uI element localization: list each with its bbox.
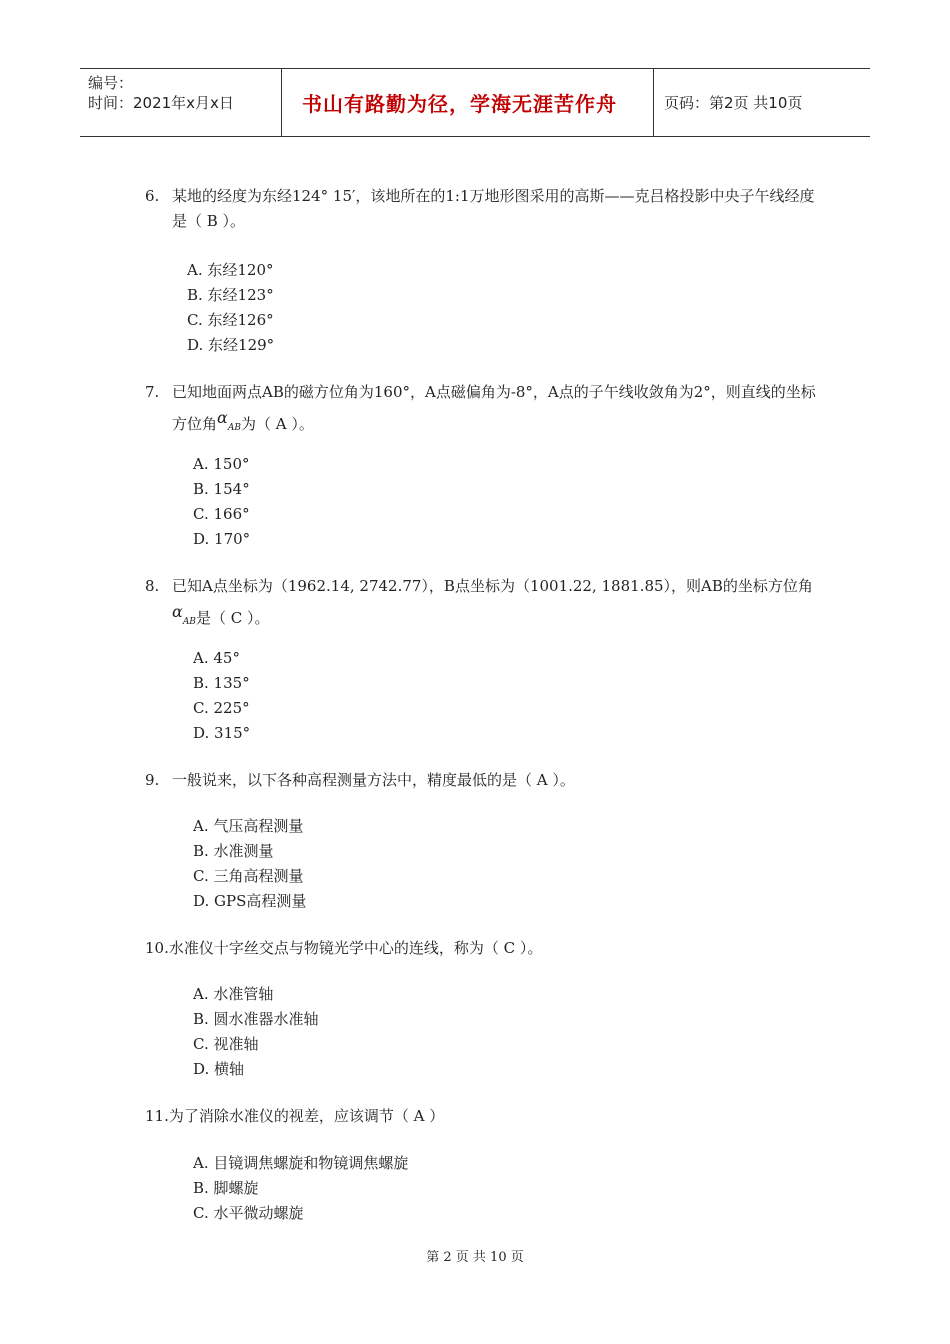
option-b: B. 水准测量 xyxy=(193,842,274,860)
option-c: C. 225° xyxy=(193,699,250,717)
header-page: 页码：第2页 共10页 xyxy=(664,94,803,112)
option-d: D. 170° xyxy=(193,530,251,548)
option-a: A. 150° xyxy=(193,455,250,473)
option-b: B. 东经123° xyxy=(187,286,274,304)
alpha-symbol: α xyxy=(217,408,228,427)
question-text: 已知地面两点AB的磁方位角为160°，A点磁偏角为-8°，A点的子午线收敛角为2°，则直线的坐标方位角αAB为（ A ）。 xyxy=(172,383,816,433)
option-b: B. 圆水准器水准轴 xyxy=(193,1010,319,1028)
option-a: A. 东经120° xyxy=(187,261,274,279)
option-a: A. 目镜调焦螺旋和物镜调焦螺旋 xyxy=(193,1154,409,1172)
option-c: C. 166° xyxy=(193,505,250,523)
option-b: B. 135° xyxy=(193,674,250,692)
option-d: D. GPS高程测量 xyxy=(193,892,307,910)
question-6 xyxy=(145,184,825,234)
question-11 xyxy=(145,1104,825,1129)
option-b: B. 154° xyxy=(193,480,250,498)
question-number: 8. xyxy=(145,577,160,595)
alpha-subscript: AB xyxy=(182,617,196,627)
question-text: 为了消除水准仪的视差，应该调节（ A ） xyxy=(168,1107,445,1125)
option-c: C. 东经126° xyxy=(187,311,274,329)
header-number: 编号： xyxy=(88,74,134,92)
header-info xyxy=(80,69,282,136)
question-10 xyxy=(145,936,825,961)
option-d: D. 东经129° xyxy=(187,336,275,354)
option-a: A. 45° xyxy=(193,649,240,667)
header-time: 时间：2021年x月x日 xyxy=(88,94,234,112)
option-c: C. 三角高程测量 xyxy=(193,867,304,885)
option-d: D. 横轴 xyxy=(193,1060,245,1078)
question-text: 某地的经度为东经124° 15′，该地所在的1:1万地形图采用的高斯——克吕格投影中央子午线经度是（ B ）。 xyxy=(172,187,815,230)
option-d: D. 315° xyxy=(193,724,251,742)
alpha-subscript: AB xyxy=(227,423,241,433)
header-motto: 书山有路勤为径，学海无涯苦作舟 xyxy=(282,69,654,136)
option-a: A. 水准管轴 xyxy=(193,985,274,1003)
question-number: 11. xyxy=(145,1107,169,1125)
question-7 xyxy=(145,380,825,441)
alpha-symbol: α xyxy=(172,602,183,621)
option-a: A. 气压高程测量 xyxy=(193,817,304,835)
question-number: 10. xyxy=(145,939,169,957)
question-number: 7. xyxy=(145,383,160,401)
option-c: C. 水平微动螺旋 xyxy=(193,1204,304,1222)
question-text: 已知A点坐标为（1962.14, 2742.77），B点坐标为（1001.22, 1881.85），则AB的坐标方位角αAB是（ C ）。 xyxy=(172,577,813,627)
option-b: B. 脚螺旋 xyxy=(193,1179,259,1197)
page-header xyxy=(80,68,870,137)
question-9 xyxy=(145,768,825,793)
question-number: 6. xyxy=(145,187,160,205)
question-number: 9. xyxy=(145,771,160,789)
option-c: C. 视准轴 xyxy=(193,1035,259,1053)
question-8 xyxy=(145,574,825,635)
question-text: 水准仪十字丝交点与物镜光学中心的连线，称为（ C ）。 xyxy=(168,939,543,957)
page-footer: 第 2 页 共 10 页 xyxy=(426,1250,524,1265)
question-text: 一般说来，以下各种高程测量方法中，精度最低的是（ A ）。 xyxy=(172,771,575,789)
